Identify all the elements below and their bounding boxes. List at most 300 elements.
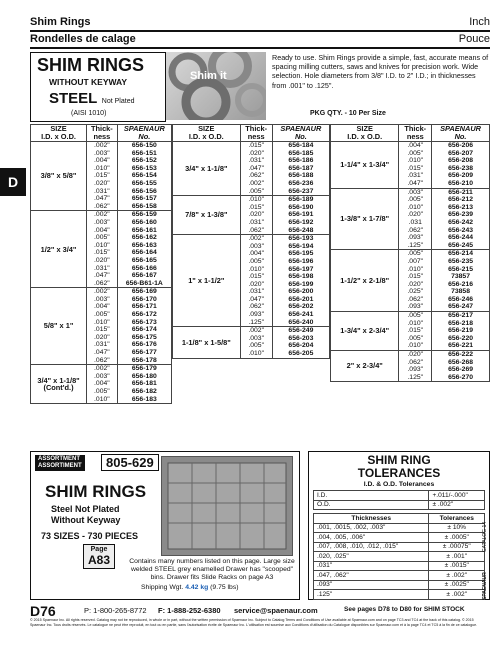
thickness-header-line1: Thick- — [90, 124, 113, 133]
tol-value: ± .002" — [429, 590, 485, 600]
thickness-cell: .047" — [87, 272, 118, 280]
thickness-cell: .005" — [399, 196, 432, 204]
assortment-label-fr: ASSORTIMENT — [38, 463, 82, 469]
thickness-cell: .010" — [399, 342, 432, 350]
thickness-cell: .005" — [87, 234, 118, 242]
part-number-cell: 656-192 — [272, 219, 329, 227]
spaenaur-header-line1: SPAENAUR — [440, 124, 481, 133]
size-header-line2: I.D. x O.D. — [347, 132, 383, 141]
shim-rings-image — [166, 52, 266, 120]
thickness-header-line2: ness — [93, 132, 111, 141]
part-number-cell: 656-169 — [117, 288, 171, 296]
thickness-cell: .015" — [399, 165, 432, 173]
thickness-cell: .015" — [240, 204, 272, 212]
thickness-cell: .003" — [87, 296, 118, 304]
table-row — [331, 188, 490, 196]
table-row — [331, 312, 490, 320]
spaenaur-header-line2: No. — [138, 132, 151, 141]
thickness-cell: .004" — [87, 380, 118, 388]
intro-sub: WITHOUT KEYWAY — [49, 77, 128, 87]
header-unit-en: Inch — [469, 16, 490, 28]
part-number-cell: 656-184 — [272, 142, 329, 150]
thickness-cell: .020" — [399, 351, 432, 359]
part-number-cell: 656-150 — [117, 142, 171, 150]
spaenaur-header-line2: No. — [294, 132, 307, 141]
shipping-kg: 4.42 kg — [185, 584, 209, 591]
part-number-cell: 656-182 — [117, 388, 171, 396]
part-number-cell: 656-B61-1A — [117, 280, 171, 288]
part-number-cell: 656-180 — [117, 373, 171, 381]
size-cell — [173, 235, 241, 327]
thickness-cell: .010" — [399, 204, 432, 212]
size-cell — [331, 312, 399, 351]
part-number-cell: 656-157 — [117, 195, 171, 203]
thickness-cell: .031" — [87, 188, 118, 196]
part-number-cell: 656-205 — [272, 350, 329, 358]
part-number-cell: 656-198 — [272, 273, 329, 281]
table-row — [331, 250, 490, 258]
thickness-cell: .062" — [399, 296, 432, 304]
part-number-cell: 656-190 — [272, 204, 329, 212]
table-row — [173, 196, 330, 204]
spaenaur-header-line1: SPAENAUR — [280, 124, 322, 133]
thickness-cell: .005" — [240, 258, 272, 266]
size-value: 1/2" x 3/4" — [40, 244, 77, 254]
thickness-cell: .062" — [240, 172, 272, 180]
thickness-cell: .010" — [240, 266, 272, 274]
footer-page-code: D76 — [30, 603, 56, 619]
tol-value: ± .0025" — [429, 580, 485, 590]
footer-see-pages: See pages D78 to D80 for SHIM STOCK — [344, 606, 465, 613]
thickness-cell: .004" — [87, 157, 118, 165]
thickness-cell: .002" — [87, 365, 118, 373]
part-number-cell: 656-245 — [432, 242, 490, 250]
part-number-cell: 656-171 — [117, 303, 171, 311]
tol-thickness: .125" — [314, 590, 429, 600]
part-number-cell: 656-270 — [432, 374, 490, 382]
part-number-cell: 656-161 — [117, 227, 171, 235]
size-header — [173, 125, 241, 142]
spaenaur-header-line2: No. — [454, 132, 467, 141]
size-cell — [31, 142, 87, 211]
thickness-cell: .002" — [87, 211, 118, 219]
thickness-cell: .007" — [399, 258, 432, 266]
tol-od-row — [314, 500, 485, 510]
tol-value: ± 10% — [429, 523, 485, 533]
part-number-cell: 656-202 — [272, 303, 329, 311]
part-number-cell: 656-242 — [432, 219, 490, 227]
thickness-cell: .062" — [399, 359, 432, 367]
size-value: 1-1/2" x 2-1/8" — [340, 275, 390, 285]
thickness-cell: .015" — [87, 249, 118, 257]
shim-table-col2 — [172, 124, 330, 359]
size-value: 3/8" x 5/8" — [40, 171, 77, 181]
table-row — [173, 142, 330, 150]
header-unit-fr: Pouce — [458, 33, 490, 45]
tol-row — [314, 571, 485, 581]
size-cell — [331, 351, 399, 382]
thickness-cell: .125" — [399, 242, 432, 250]
assortment-heading: SHIM RINGS — [45, 482, 147, 501]
thickness-cell: .047" — [240, 165, 272, 173]
thickness-cell: .015" — [87, 326, 118, 334]
size-value: 1" x 1-1/2" — [188, 275, 225, 285]
part-number-cell: 656-204 — [272, 342, 329, 350]
drawer-bins-image — [162, 457, 292, 555]
thickness-cell: .062" — [87, 357, 118, 365]
part-number-cell: 656-159 — [117, 211, 171, 219]
size-header-line1: SIZE — [50, 124, 67, 133]
table-row — [331, 351, 490, 359]
part-number-cell: 656-166 — [117, 265, 171, 273]
thickness-header-line1: Thick- — [245, 124, 268, 133]
part-number-cell: 656-222 — [432, 351, 490, 359]
pkg-qty: PKG QTY. - 10 Per Size — [310, 110, 386, 117]
thickness-cell: .047" — [240, 296, 272, 304]
tol-id-value: +.011/-.000" — [429, 491, 485, 501]
thickness-cell: .003" — [87, 150, 118, 158]
photo-label: Shim it — [190, 70, 227, 82]
part-number-cell: 656-237 — [272, 188, 329, 196]
thickness-header-line1: Thick- — [404, 124, 427, 133]
thickness-header-line2: ness — [247, 132, 265, 141]
part-number-cell: 656-193 — [272, 235, 329, 243]
thickness-cell: .031" — [240, 288, 272, 296]
part-number-cell: 656-213 — [432, 204, 490, 212]
part-number-cell: 656-170 — [117, 296, 171, 304]
size-value: 1-3/8" x 1-7/8" — [340, 214, 390, 224]
part-number-cell: 656-152 — [117, 157, 171, 165]
assortment-sizes: 73 SIZES - 730 PIECES — [41, 531, 139, 541]
thickness-cell: .015" — [240, 142, 272, 150]
part-number-cell: 656-240 — [272, 319, 329, 327]
size-header-line2: I.D. x O.D. — [41, 132, 76, 141]
thickness-cell: .010" — [399, 157, 432, 165]
thickness-cell: .010" — [87, 319, 118, 327]
table-row — [173, 235, 330, 243]
shim-table-col3 — [330, 124, 490, 382]
part-number-cell: 656-172 — [117, 311, 171, 319]
part-number-cell: 656-239 — [432, 211, 490, 219]
part-number-cell: 656-269 — [432, 366, 490, 374]
size-cell — [173, 327, 241, 358]
part-number-cell: 656-200 — [272, 288, 329, 296]
tolerances-box — [308, 451, 490, 600]
side-catalog: CATALOG 14 — [482, 521, 488, 552]
part-number-cell: 656-241 — [272, 311, 329, 319]
assortment-number: 805-629 — [101, 454, 159, 471]
thickness-cell: .031" — [87, 265, 118, 273]
part-number-cell: 656-214 — [432, 250, 490, 258]
tol-col-tol: Tolerances — [429, 514, 485, 524]
size-value: 3/4" x 1-1/8" — [185, 163, 228, 173]
size-cell — [173, 142, 241, 196]
header-rule-bottom — [30, 47, 490, 49]
spaenaur-header-line1: SPAENAUR — [123, 124, 165, 133]
intro-description: Ready to use. Shim Rings provide a simple, fast, accurate means of spacing milling cutters, saws and knives for precision work. Wide selection. Hole diameters from 3/8" I.D. to 2" I.D.; in thicknesses from .001" to .125". — [272, 53, 489, 90]
thickness-cell: .003" — [399, 188, 432, 196]
thickness-cell: .025" — [399, 288, 432, 296]
part-number-cell: 656-179 — [117, 365, 171, 373]
assortment-line2: Without Keyway — [51, 515, 121, 525]
section-tab: D — [0, 168, 26, 196]
tolerances-sub: I.D. & O.D. Tolerances — [363, 481, 435, 488]
thickness-cell: .010" — [399, 320, 432, 328]
thickness-cell: .010" — [87, 165, 118, 173]
part-number-cell: 656-177 — [117, 349, 171, 357]
assortment-desc: Contains many numbers listed on this page. Large size welded STEEL grey enamelled Drawer has "scooped" bins. Drawer fits Slide Racks on page A3 — [129, 558, 295, 581]
tol-thickness: .001, .0015, .002, .003" — [314, 523, 429, 533]
table-row — [31, 365, 172, 373]
part-number-cell: 656-212 — [432, 196, 490, 204]
part-number-cell: 656-221 — [432, 342, 490, 350]
thickness-cell: .005" — [399, 312, 432, 320]
size-header-line1: SIZE — [356, 124, 373, 133]
tol-thickness: .047, .062" — [314, 571, 429, 581]
tolerances-heading2: TOLERANCES — [357, 466, 441, 480]
part-number-cell: 656-164 — [117, 249, 171, 257]
assortment-label-en: ASSORTMENT — [38, 456, 80, 462]
size-header — [331, 125, 399, 142]
thickness-header — [240, 125, 272, 142]
thickness-cell: .020" — [87, 257, 118, 265]
part-number-cell: 656-165 — [117, 257, 171, 265]
tolerances-heading1: SHIM RING — [367, 453, 431, 467]
size-cell — [173, 196, 241, 235]
part-number-cell: 656-196 — [272, 258, 329, 266]
thickness-cell: .047" — [87, 195, 118, 203]
thickness-cell: .010" — [399, 266, 432, 274]
tol-thickness: .093" — [314, 580, 429, 590]
spaenaur-header — [432, 125, 490, 142]
thickness-cell: .004" — [240, 250, 272, 258]
tol-id-label: I.D. — [314, 491, 429, 501]
part-number-cell: 656-162 — [117, 234, 171, 242]
footer-legal: © 2015 Spaenaur Inc. All rights reserved. Catalog may not be reproduced, in whole or in part, without the written permission of Spaenaur Inc. Subject to Catalog Terms and Conditions of Use available at Spaenaur.com and on page TC3 and TC4 at the back of this catalog. © 2015 Spaenaur Inc. Tous droits réservés. Le catalogue ne peut être reproduit, en tout ou en partie, sans l'autorisation écrite de Spaenaur Inc. L'utilisation est soumise aux Conditions d'utilisation du Catalogue disponibles sur Spaenaur.com et à la page TC4 et TC5 à la fin de ce catalogue. — [30, 618, 478, 627]
footer-phone: P: 1-800-265-8772 — [84, 606, 147, 615]
thickness-cell: .093" — [399, 234, 432, 242]
thickness-cell: .004" — [399, 142, 432, 150]
thickness-cell: .002" — [240, 235, 272, 243]
thickness-cell: .004" — [87, 303, 118, 311]
thickness-cell: .002" — [240, 180, 272, 188]
part-number-cell: 656-191 — [272, 211, 329, 219]
part-number-cell: 656-201 — [272, 296, 329, 304]
part-number-cell: 656-244 — [432, 234, 490, 242]
thickness-header — [399, 125, 432, 142]
intro-box — [30, 52, 166, 122]
part-number-cell: 656-238 — [432, 165, 490, 173]
part-number-cell: 656-185 — [272, 150, 329, 158]
part-number-cell: 656-236 — [272, 180, 329, 188]
thickness-cell: .015" — [87, 172, 118, 180]
thickness-cell: .062" — [240, 303, 272, 311]
tol-row — [314, 590, 485, 600]
thickness-cell: .020" — [240, 150, 272, 158]
part-number-cell: 656-216 — [432, 281, 490, 289]
shim-table-col1 — [30, 124, 172, 404]
part-number-cell: 656-217 — [432, 312, 490, 320]
table-row — [331, 142, 490, 150]
tol-col-thick: Thicknesses — [314, 514, 429, 524]
thickness-cell: .020" — [240, 281, 272, 289]
part-number-cell: 656-195 — [272, 250, 329, 258]
thickness-cell: .005" — [87, 388, 118, 396]
part-number-cell: 656-220 — [432, 335, 490, 343]
thickness-cell: .093" — [240, 311, 272, 319]
intro-aisi: (AISI 1010) — [71, 110, 107, 117]
part-number-cell: 656-210 — [432, 180, 490, 188]
size-value: 2" x 2-3/4" — [346, 361, 383, 371]
tol-thickness: .007, .008, .010, .012, .015" — [314, 542, 429, 552]
part-number-cell: 656-155 — [117, 180, 171, 188]
tol-thickness: .004, .005, .006" — [314, 533, 429, 543]
part-number-cell: 656-207 — [432, 150, 490, 158]
part-number-cell: 656-246 — [432, 296, 490, 304]
part-number-cell: 656-268 — [432, 359, 490, 367]
size-header-line1: SIZE — [198, 124, 215, 133]
size-cell — [31, 288, 87, 365]
part-number-cell: 656-175 — [117, 334, 171, 342]
part-number-cell: 656-176 — [117, 341, 171, 349]
header-title-en: Shim Rings — [30, 16, 91, 28]
tol-value: ± .0005" — [429, 533, 485, 543]
tol-value: ± .0015" — [429, 561, 485, 571]
tol-row — [314, 561, 485, 571]
page-ref-number: A83 — [88, 553, 111, 567]
thickness-cell: .003" — [87, 373, 118, 381]
part-number-cell: 656-188 — [272, 172, 329, 180]
thickness-cell: .002" — [240, 327, 272, 335]
tol-thickness: .031" — [314, 561, 429, 571]
part-number-cell: 656-160 — [117, 219, 171, 227]
size-header — [31, 125, 87, 142]
assortment-line1: Steel Not Plated — [51, 504, 120, 514]
assortment-label-box — [35, 455, 85, 471]
tolerances-table — [313, 490, 485, 600]
intro-heading: SHIM RINGS — [37, 55, 145, 75]
part-number-cell: 656-167 — [117, 272, 171, 280]
spaenaur-header — [272, 125, 329, 142]
assortment-drawer-image — [161, 456, 293, 556]
part-number-cell: 656-199 — [272, 281, 329, 289]
footer-email[interactable]: service@spaenaur.com — [234, 606, 318, 615]
thickness-cell: .093" — [399, 366, 432, 374]
thickness-cell: .003" — [240, 335, 272, 343]
thickness-cell: .002" — [87, 288, 118, 296]
tol-id-row — [314, 491, 485, 501]
part-number-cell: 656-181 — [117, 380, 171, 388]
thickness-cell: .047" — [399, 180, 432, 188]
part-number-cell: 656-163 — [117, 242, 171, 250]
thickness-cell: .005" — [87, 311, 118, 319]
thickness-cell: .031" — [240, 219, 272, 227]
footer-fax: F: 1-888-252-6380 — [158, 606, 221, 615]
table-row — [31, 288, 172, 296]
part-number-cell: 656-194 — [272, 243, 329, 251]
thickness-cell: .010" — [240, 196, 272, 204]
thickness-cell: .015" — [399, 327, 432, 335]
thickness-cell: .003" — [87, 219, 118, 227]
assortment-box — [30, 451, 300, 600]
size-cell — [31, 365, 87, 404]
thickness-cell: .031 — [399, 219, 432, 227]
size-cell — [331, 142, 399, 189]
part-number-cell: 656-189 — [272, 196, 329, 204]
thickness-cell: .047" — [87, 349, 118, 357]
part-number-cell: 656-197 — [272, 266, 329, 274]
part-number-cell: 656-186 — [272, 157, 329, 165]
page-ref-box — [83, 544, 115, 569]
table-row — [31, 142, 172, 150]
thickness-cell: .062" — [87, 203, 118, 211]
thickness-cell: .005" — [399, 250, 432, 258]
thickness-cell: .005" — [399, 335, 432, 343]
thickness-cell: .125" — [240, 319, 272, 327]
part-number-cell: 656-153 — [117, 165, 171, 173]
thickness-cell: .015" — [399, 273, 432, 281]
part-number-cell: 656-178 — [117, 357, 171, 365]
part-number-cell: 656-154 — [117, 172, 171, 180]
part-number-cell: 656-235 — [432, 258, 490, 266]
thickness-cell: .010" — [87, 242, 118, 250]
part-number-cell: 656-243 — [432, 227, 490, 235]
thickness-cell: .031" — [240, 157, 272, 165]
thickness-cell: .020" — [87, 334, 118, 342]
thickness-header — [87, 125, 118, 142]
tol-od-label: O.D. — [314, 500, 429, 510]
thickness-cell: .005" — [399, 150, 432, 158]
table-row — [173, 327, 330, 335]
table-row — [31, 211, 172, 219]
side-brand: SPAENAUR — [482, 572, 488, 600]
header-rule-top — [30, 30, 490, 32]
tol-thickness: .020, .025" — [314, 552, 429, 562]
thickness-cell: .031" — [399, 172, 432, 180]
thickness-cell: .003" — [240, 243, 272, 251]
part-number-cell: 656-206 — [432, 142, 490, 150]
size-header-line2: I.D. x O.D. — [188, 132, 224, 141]
thickness-cell: .031" — [87, 341, 118, 349]
tol-value: ± .00075" — [429, 542, 485, 552]
tol-row — [314, 542, 485, 552]
spaenaur-header — [117, 125, 171, 142]
part-number-cell: 656-211 — [432, 188, 490, 196]
size-value: 1-1/4" x 1-3/4" — [340, 159, 390, 169]
part-number-cell: 656-208 — [432, 157, 490, 165]
part-number-cell: 656-247 — [432, 303, 490, 311]
tol-row — [314, 533, 485, 543]
part-number-cell: 656-249 — [272, 327, 329, 335]
part-number-cell: 656-215 — [432, 266, 490, 274]
tol-header-row — [314, 514, 485, 524]
thickness-cell: .062" — [399, 227, 432, 235]
part-number-cell: 656-218 — [432, 320, 490, 328]
thickness-cell: .002" — [87, 142, 118, 150]
part-number-cell: 73858 — [432, 288, 490, 296]
part-number-cell: 656-183 — [117, 396, 171, 404]
assortment-shipping — [141, 584, 239, 591]
part-number-cell: 656-248 — [272, 227, 329, 235]
thickness-cell: .020" — [399, 211, 432, 219]
part-number-cell: 656-158 — [117, 203, 171, 211]
product-photo — [166, 52, 266, 120]
part-number-cell: 656-174 — [117, 326, 171, 334]
part-number-cell: 656-203 — [272, 335, 329, 343]
thickness-cell: .062" — [87, 280, 118, 288]
thickness-cell: .015" — [240, 273, 272, 281]
tol-row — [314, 552, 485, 562]
